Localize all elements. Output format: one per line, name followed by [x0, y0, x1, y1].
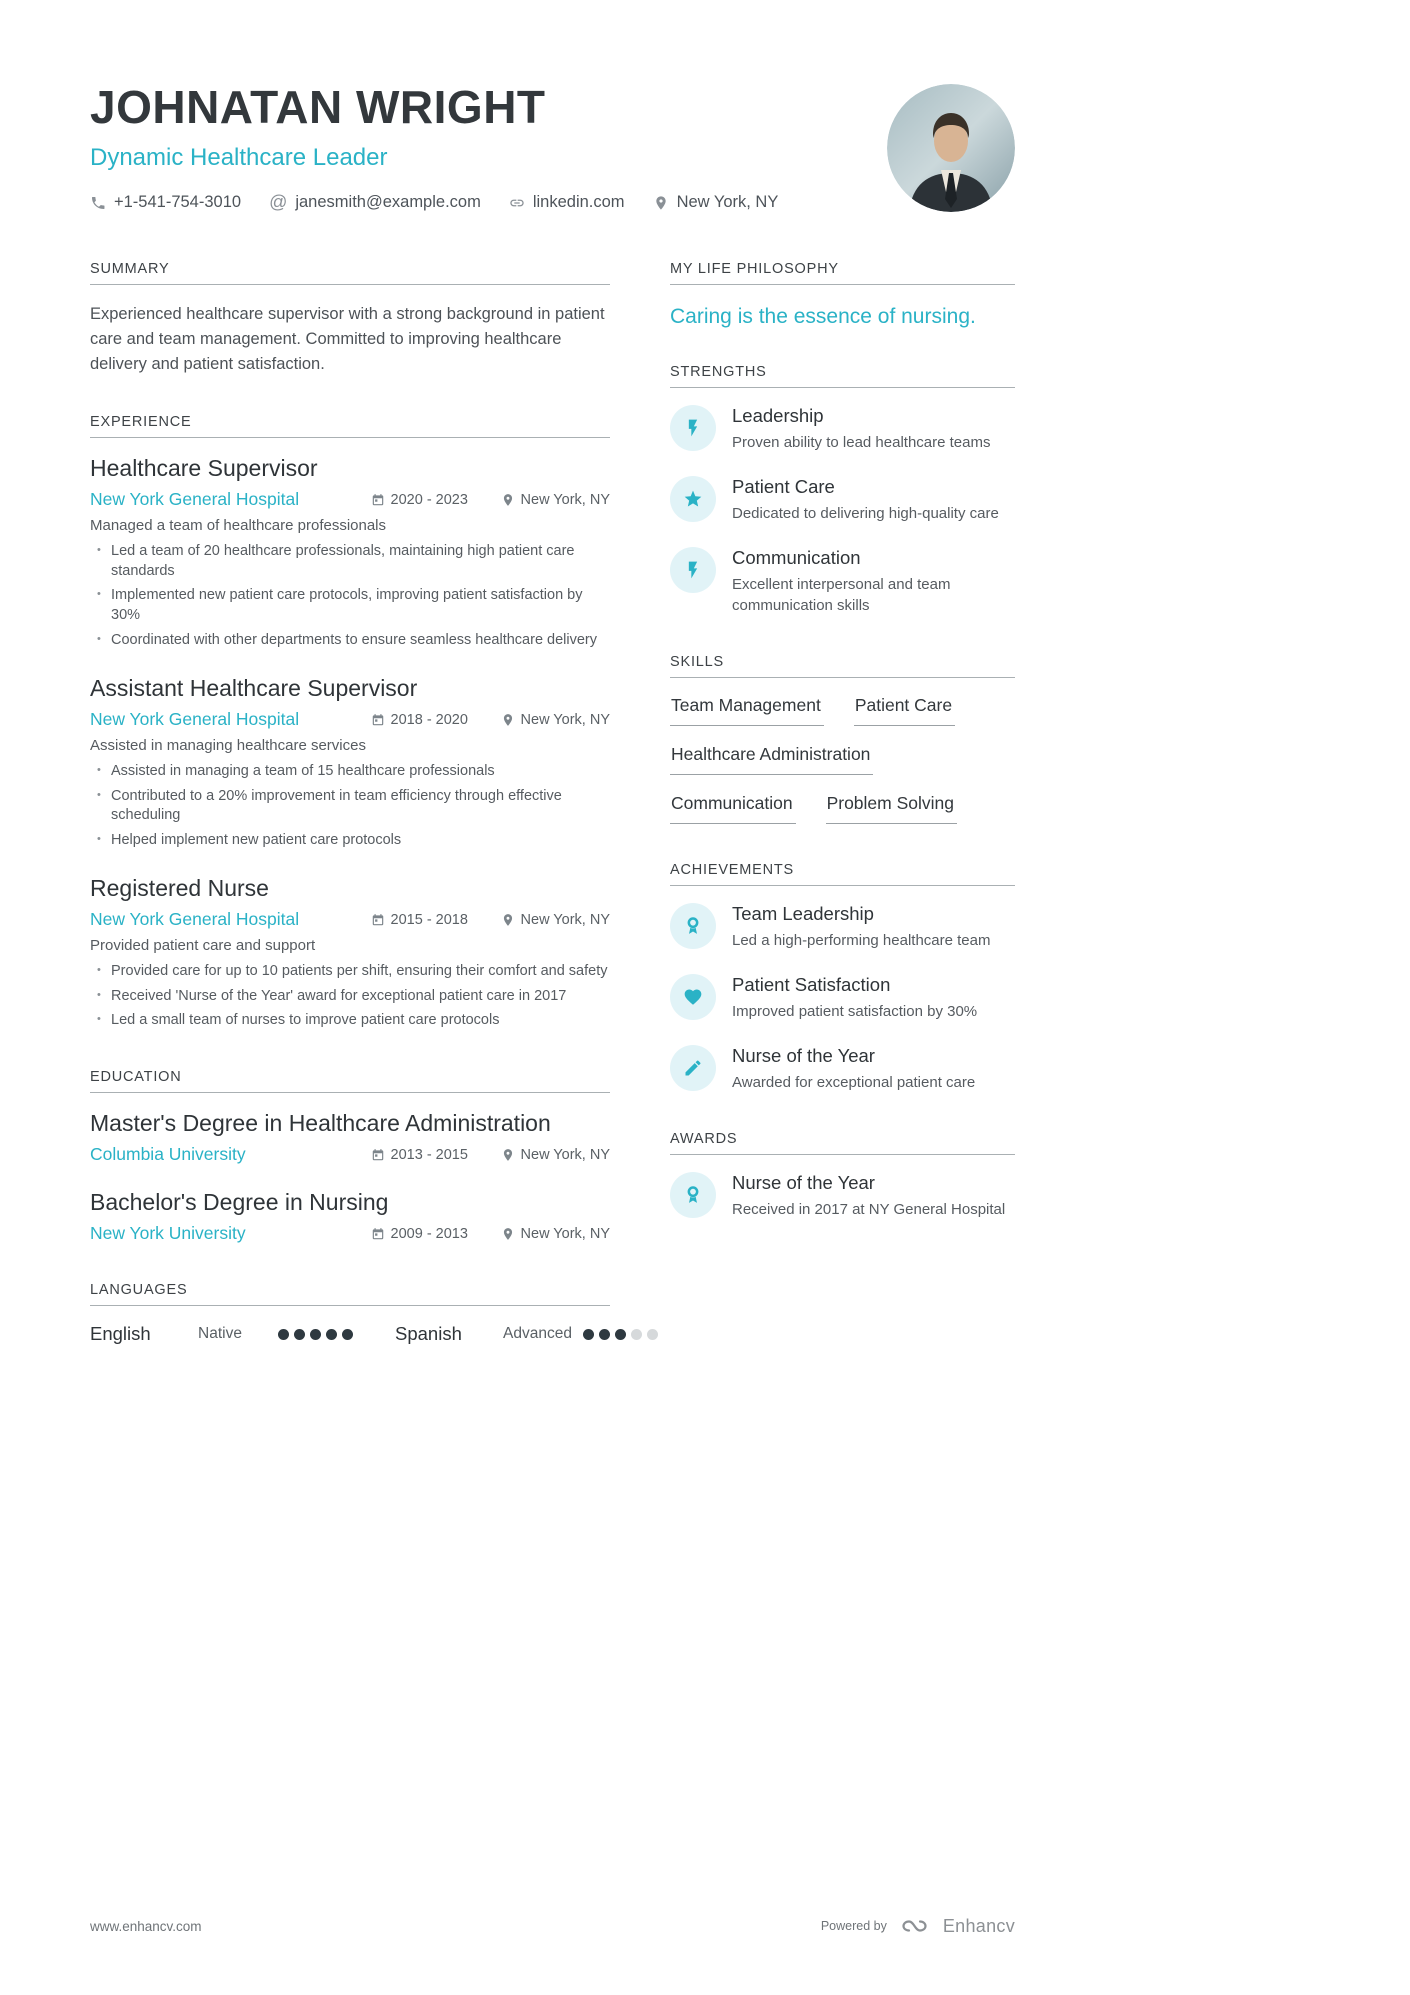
candidate-title: Dynamic Healthcare Leader [90, 144, 388, 171]
job-bullet-list [90, 962, 610, 1031]
experience-entry [90, 455, 610, 650]
strength-body [732, 476, 999, 524]
rating-dot [342, 1329, 353, 1340]
contact-email-value[interactable]: janesmith@example.com [295, 193, 481, 211]
location-icon [501, 1227, 515, 1241]
strength-item [670, 547, 1015, 616]
achievement-text: Improved patient satisfaction by 30% [732, 1003, 978, 1021]
contact-location [653, 193, 779, 212]
language-name: Spanish [395, 1323, 462, 1344]
summary-heading: SUMMARY [90, 261, 610, 285]
medal-icon [670, 1172, 716, 1218]
language-rating [278, 1329, 353, 1340]
location-icon [501, 713, 515, 727]
degree-title: Bachelor's Degree in Nursing [90, 1189, 389, 1215]
skills-heading: SKILLS [670, 654, 1015, 678]
footer [90, 1915, 1015, 1937]
strength-body [732, 405, 990, 453]
education-dates-value: 2009 - 2013 [390, 1225, 468, 1242]
job-location [501, 912, 610, 928]
job-meta-row [90, 709, 610, 730]
skill-tag: Problem Solving [826, 793, 957, 824]
side-column [670, 261, 1015, 1383]
school-name: New York University [90, 1223, 246, 1243]
summary-section [90, 261, 610, 376]
education-heading: EDUCATION [90, 1069, 610, 1093]
lightning-icon [670, 405, 716, 451]
awards-section [670, 1131, 1015, 1220]
achievement-title: Patient Satisfaction [732, 974, 891, 996]
lightning-icon [670, 547, 716, 593]
philosophy-heading: MY LIFE PHILOSOPHY [670, 261, 1015, 285]
profile-photo [887, 84, 1015, 212]
strength-item [670, 405, 1015, 453]
main-column [90, 261, 610, 1383]
strength-item [670, 476, 1015, 524]
powered-by-label: Powered by [820, 1919, 887, 1933]
job-summary: Assisted in managing healthcare services [90, 737, 366, 755]
achievement-item [670, 903, 1015, 951]
enhancv-logo-icon [899, 1915, 931, 1937]
summary-text: Experienced healthcare supervisor with a strong background in patient care and team management. Committed to improving healthcare delivery and patient satisfaction. [90, 305, 605, 373]
experience-bullet: • Received 'Nurse of the Year' award for exceptional patient care in 2017 [90, 987, 610, 1007]
rating-dot [599, 1329, 610, 1340]
pen-icon [670, 1045, 716, 1091]
contact-phone [90, 193, 241, 212]
language-list [90, 1323, 610, 1345]
experience-bullet: • Contributed to a 20% improvement in team efficiency through effective scheduling [90, 787, 610, 826]
contact-row [90, 192, 1320, 213]
calendar-icon [371, 1148, 385, 1162]
experience-bullet: • Coordinated with other departments to ensure seamless healthcare delivery [90, 631, 610, 651]
experience-entry [90, 875, 610, 1031]
calendar-icon [371, 713, 385, 727]
job-summary: Managed a team of healthcare professionals [90, 517, 387, 535]
language-rating [583, 1329, 658, 1340]
strengths-heading: STRENGTHS [670, 364, 1015, 388]
contact-linkedin-value[interactable]: linkedin.com [532, 193, 625, 211]
link-icon [509, 195, 525, 211]
candidate-name: JOHNATAN WRIGHT [90, 81, 546, 133]
experience-bullet: • Assisted in managing a team of 15 healthcare professionals [90, 762, 610, 782]
job-dates [371, 912, 501, 928]
experience-bullet: • Provided care for up to 10 patients per shift, ensuring their comfort and safety [90, 962, 610, 982]
job-dates-value: 2018 - 2020 [390, 711, 468, 728]
location-icon [501, 1148, 515, 1162]
experience-entry [90, 675, 610, 850]
job-meta-row [90, 489, 610, 510]
job-location-value: New York, NY [520, 711, 610, 728]
job-dates [371, 712, 501, 728]
achievement-body [732, 1045, 975, 1093]
achievements-section [670, 862, 1015, 1093]
achievement-title: Nurse of the Year [732, 1045, 875, 1067]
job-summary: Provided patient care and support [90, 937, 316, 955]
contact-location-value: New York, NY [676, 193, 779, 211]
achievement-title: Team Leadership [732, 903, 874, 925]
education-dates-value: 2013 - 2015 [390, 1146, 468, 1163]
award-item [670, 1172, 1015, 1220]
award-title: Nurse of the Year [732, 1172, 875, 1194]
achievement-text: Led a high-performing healthcare team [732, 932, 991, 950]
languages-heading: LANGUAGES [90, 1282, 610, 1306]
job-dates [371, 492, 501, 508]
rating-dot [326, 1329, 337, 1340]
profile-photo-image [887, 84, 1015, 212]
education-dates [371, 1226, 501, 1242]
degree-title: Master's Degree in Healthcare Administration [90, 1110, 551, 1136]
contact-email[interactable] [269, 192, 481, 213]
job-company: New York General Hospital [90, 709, 300, 730]
enhancv-brand-text: Enhancv [942, 1915, 1015, 1936]
rating-dot [647, 1329, 658, 1340]
location-icon [501, 493, 515, 507]
philosophy-quote: Caring is the essence of nursing. [670, 305, 976, 328]
education-location [501, 1226, 610, 1242]
skill-tag: Communication [670, 793, 796, 824]
language-name: English [90, 1323, 151, 1344]
heart-icon [670, 974, 716, 1020]
achievement-body [732, 974, 977, 1022]
language-item [90, 1323, 353, 1345]
rating-dot [615, 1329, 626, 1340]
calendar-icon [371, 913, 385, 927]
education-dates [371, 1147, 501, 1163]
skills-section [670, 654, 1015, 824]
language-level: Native [198, 1325, 242, 1342]
strength-text: Proven ability to lead healthcare teams [732, 434, 991, 452]
education-location [501, 1147, 610, 1163]
contact-phone-value: +1-541-754-3010 [114, 193, 242, 211]
skill-list [670, 695, 1015, 824]
job-title: Assistant Healthcare Supervisor [90, 675, 418, 702]
skill-tag: Team Management [670, 695, 824, 726]
language-item [395, 1323, 658, 1345]
experience-bullet: • Implemented new patient care protocols, improving patient satisfaction by 30% [90, 586, 610, 625]
job-title: Registered Nurse [90, 875, 269, 902]
education-meta-row [90, 1144, 610, 1165]
strength-text: Excellent interpersonal and team communication skills [732, 576, 951, 615]
content-columns [0, 261, 1410, 1383]
rating-dot [583, 1329, 594, 1340]
strengths-section [670, 364, 1015, 616]
rating-dot [294, 1329, 305, 1340]
experience-section [90, 414, 610, 1031]
education-location-value: New York, NY [520, 1225, 610, 1242]
strength-title: Communication [732, 547, 861, 569]
powered-by-block[interactable] [821, 1915, 1015, 1937]
experience-heading: EXPERIENCE [90, 414, 610, 438]
job-company: New York General Hospital [90, 489, 300, 510]
experience-bullet: • Led a team of 20 healthcare professionals, maintaining high patient care standards [90, 542, 610, 581]
strength-body [732, 547, 1015, 616]
job-location [501, 492, 610, 508]
job-bullet-list [90, 542, 610, 650]
header [0, 0, 1410, 213]
achievements-heading: ACHIEVEMENTS [670, 862, 1015, 886]
calendar-icon [371, 493, 385, 507]
awards-heading: AWARDS [670, 1131, 1015, 1155]
experience-bullet: • Helped implement new patient care protocols [90, 831, 610, 851]
strength-text: Dedicated to delivering high-quality care [732, 505, 999, 523]
rating-dot [631, 1329, 642, 1340]
star-icon [670, 476, 716, 522]
education-entry [90, 1110, 610, 1165]
education-meta-row [90, 1223, 610, 1244]
job-dates-value: 2020 - 2023 [390, 491, 468, 508]
job-location-value: New York, NY [520, 911, 610, 928]
education-entry [90, 1189, 610, 1244]
skill-tag: Patient Care [854, 695, 955, 726]
languages-section [90, 1282, 610, 1345]
strength-title: Patient Care [732, 476, 835, 498]
job-location-value: New York, NY [520, 491, 610, 508]
skill-tag: Healthcare Administration [670, 744, 873, 775]
job-location [501, 712, 610, 728]
location-icon [653, 195, 669, 211]
email-icon: @ [269, 192, 288, 212]
contact-linkedin[interactable] [509, 193, 625, 212]
location-icon [501, 913, 515, 927]
job-title: Healthcare Supervisor [90, 455, 318, 482]
experience-bullet: • Led a small team of nurses to improve patient care protocols [90, 1011, 610, 1031]
enhancv-url[interactable]: www.enhancv.com [90, 1918, 202, 1934]
strength-title: Leadership [732, 405, 824, 427]
school-name: Columbia University [90, 1144, 246, 1164]
rating-dot [310, 1329, 321, 1340]
achievement-body [732, 903, 991, 951]
achievement-item [670, 1045, 1015, 1093]
calendar-icon [371, 1227, 385, 1241]
job-company: New York General Hospital [90, 909, 300, 930]
education-section [90, 1069, 610, 1244]
job-dates-value: 2015 - 2018 [390, 911, 468, 928]
job-meta-row [90, 909, 610, 930]
achievement-item [670, 974, 1015, 1022]
language-level: Advanced [503, 1325, 572, 1342]
job-bullet-list [90, 762, 610, 850]
award-body [732, 1172, 1005, 1220]
rating-dot [278, 1329, 289, 1340]
phone-icon [90, 195, 106, 211]
award-text: Received in 2017 at NY General Hospital [732, 1201, 1006, 1219]
education-location-value: New York, NY [520, 1146, 610, 1163]
philosophy-section [670, 261, 1015, 332]
medal-icon [670, 903, 716, 949]
achievement-text: Awarded for exceptional patient care [732, 1074, 976, 1092]
